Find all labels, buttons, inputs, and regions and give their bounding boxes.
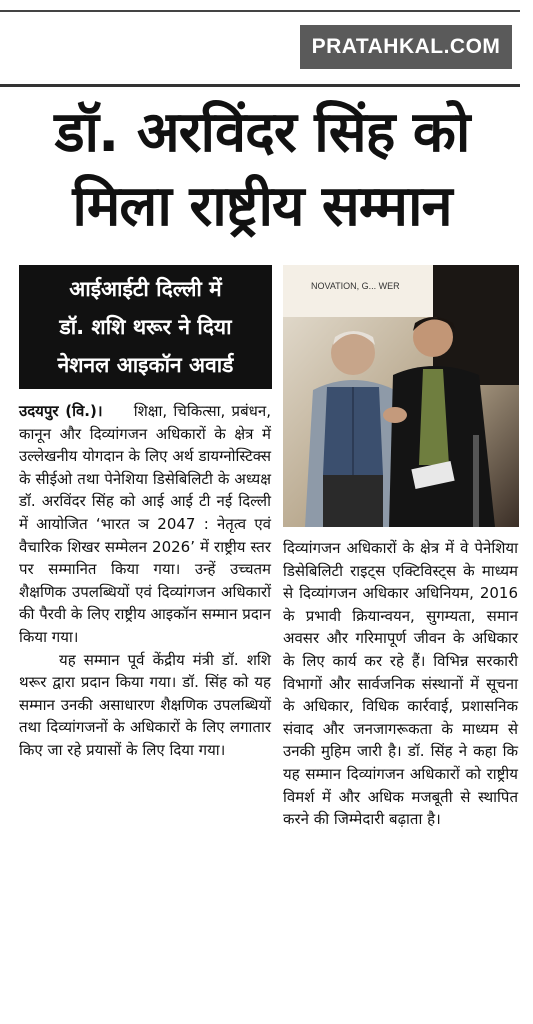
dateline: उदयपुर (वि.)। xyxy=(19,402,103,420)
article-paragraph-1 xyxy=(19,400,271,649)
paragraph-1-text: शिक्षा, चिकित्सा, प्रबंधन, कानून और दिव्यांगजन अधिकारों के क्षेत्र में उल्लेखनीय योगदान के लिए अर्थ डायग्नोस्टिक्स के सीईओ तथा पेनेशिया डिसेबिलिटी के अध्यक्ष डॉ. अरविंदर सिंह को आई आई टी नई दिल्ली में आयोजित ‘भारत ञ 2047 : नेतृत्व एवं वैचारिक शिखर सम्मेलन 2026’ में राष्ट्रीय स्तर पर सम्मानित किया गया। उन्हें उच्चतम शैक्षणिक उपलब्धियों एवं दिव्यांगजन अधिकारों की पैरवी के लिए राष्ट्रीय आइकॉन सम्मान प्रदान किया गया। xyxy=(19,402,271,646)
top-rule xyxy=(0,10,520,12)
subheadline-line-1: आईआईटी दिल्ली में xyxy=(69,277,222,301)
header-rule xyxy=(0,84,520,87)
banner-text: NOVATION, G... WER xyxy=(311,281,400,291)
headline-line-2: मिला राष्ट्रीय सम्मान xyxy=(72,174,452,239)
subheadline-line-2: डॉ. शशि थरूर ने दिया xyxy=(59,315,232,339)
headline-line-1: डॉ. अरविंदर सिंह को xyxy=(54,100,470,165)
article-column-right xyxy=(283,537,518,831)
brand-label: PRATAHKAL.COM xyxy=(300,25,512,69)
award-photo-illustration xyxy=(283,265,519,527)
article-paragraph-2: यह सम्मान पूर्व केंद्रीय मंत्री डॉ. शशि थरूर द्वारा प्रदान किया गया। डॉ. सिंह को यह सम्मान उनकी असाधारण शैक्षणिक उपलब्धियों तथा दिव्यांगजनों के अधिकारों के लिए लगातार किए जा रहे प्रयासों के लिए दिया गया। xyxy=(19,650,271,759)
article-column-left xyxy=(19,400,271,762)
subheadline-line-3: नेशनल आइकॉन अवार्ड xyxy=(57,353,234,377)
award-photo xyxy=(283,265,519,527)
headline xyxy=(8,96,516,244)
article-paragraph-3: दिव्यांगजन अधिकारों के क्षेत्र में वे पेनेशिया डिसेबिलिटी राइट्स एक्टिविस्ट्स के माध्यम से दिव्यांगजन अधिकार अधिनियम, 2016 के प्रभावी क्रियान्वयन, सुगम्यता, समान अवसर और गरिमापूर्ण जीवन के अधिकार के लिए कार्य कर रहे हैं। विभिन्न सरकारी विभागों और सार्वजनिक संस्थानों में सूचना के अधिकार, विधिक कार्रवाई, प्रशासनिक संवाद और जनजागरूकता के माध्यम से उनकी मुहिम जारी है। डॉ. सिंह ने कहा कि यह सम्मान दिव्यांगजन अधिकारों को राष्ट्रीय विमर्श में और अधिक मजबूती से स्थापित करने की जिम्मेदारी बढ़ाता है। xyxy=(283,539,518,829)
subheadline-box xyxy=(19,265,272,389)
